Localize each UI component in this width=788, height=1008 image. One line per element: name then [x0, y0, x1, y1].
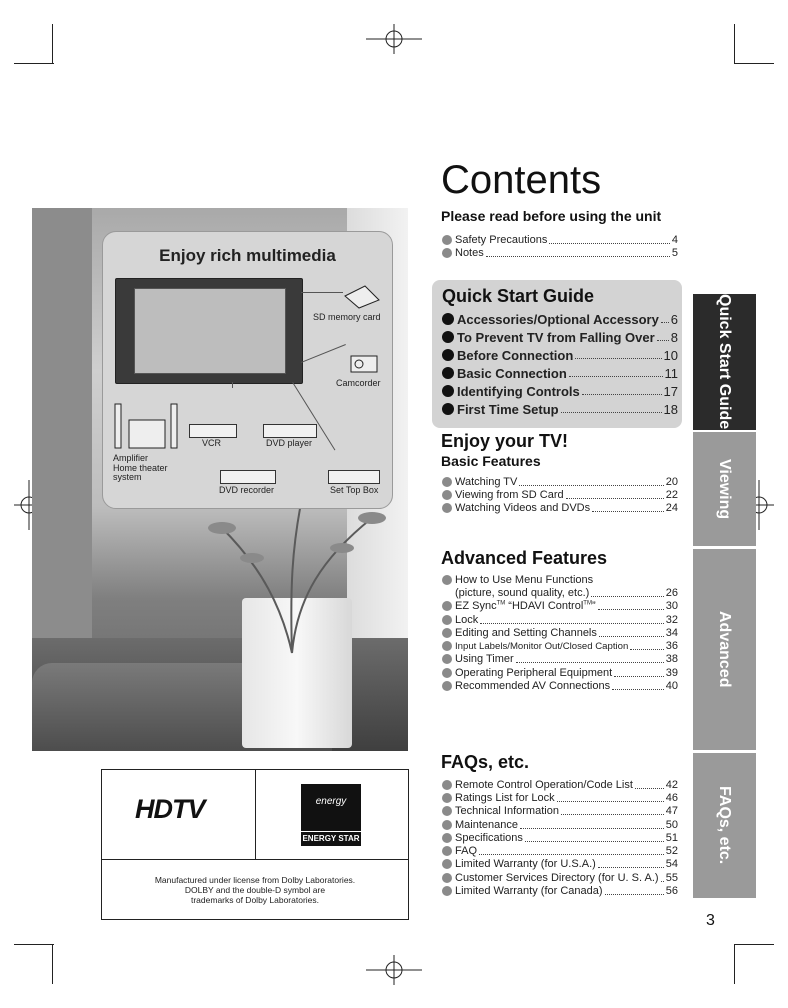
dvd-recorder-label: DVD recorder	[219, 485, 275, 495]
toc-item[interactable]: Lock 32	[442, 613, 678, 626]
please-read-heading: Please read before using the unit	[441, 208, 662, 224]
toc-item[interactable]: Watching Videos and DVDs 24	[442, 502, 678, 515]
advanced-list	[442, 573, 678, 693]
page-number: 3	[706, 912, 715, 929]
toc-item[interactable]: Using Timer 38	[442, 653, 678, 666]
quick-start-heading: Quick Start Guide	[442, 286, 595, 306]
basic-features-heading: Basic Features	[441, 453, 541, 469]
hdtv-logo: HDTV	[135, 794, 205, 824]
toc-item[interactable]: Before Connection 10	[442, 346, 678, 364]
toc-item-continued[interactable]: (picture, sound quality, etc.) 26	[455, 586, 678, 599]
toc-item[interactable]: Identifying Controls 17	[442, 382, 678, 400]
toc-item[interactable]: Basic Connection 11	[442, 364, 678, 382]
toc-item[interactable]: FAQ 52	[442, 844, 678, 857]
toc-item[interactable]: Accessories/Optional Accessory 6	[442, 310, 678, 328]
dvd-player-label: DVD player	[266, 438, 313, 448]
tv-illustration	[115, 278, 303, 384]
toc-item[interactable]: Specifications 51	[442, 831, 678, 844]
toc-item[interactable]: Maintenance 50	[442, 818, 678, 831]
crop-mark	[14, 63, 54, 64]
toc-item[interactable]: Limited Warranty (for U.S.A.) 54	[442, 858, 678, 871]
toc-item[interactable]: Watching TV 20	[442, 475, 678, 488]
multimedia-title: Enjoy rich multimedia	[159, 246, 336, 265]
tab-viewing[interactable]: Viewing	[693, 432, 756, 546]
quick-start-list	[442, 310, 678, 418]
camcorder-label: Camcorder	[336, 378, 381, 388]
quick-start-panel	[432, 280, 682, 428]
logo-box	[101, 769, 409, 920]
set-top-box-icon	[328, 470, 380, 484]
vcr-label: VCR	[202, 438, 222, 448]
enjoy-heading: Enjoy your TV!	[441, 431, 569, 451]
faqs-list	[442, 778, 678, 898]
camcorder-icon	[349, 352, 383, 374]
dvd-player-icon	[263, 424, 317, 438]
crop-mark	[734, 24, 735, 64]
toc-item[interactable]: How to Use Menu Functions	[442, 573, 678, 586]
registration-mark	[366, 955, 422, 985]
crop-mark	[734, 944, 774, 945]
dolby-notice: Manufactured under license from Dolby Laboratories. DOLBY and the double-D symbol are trademarks of Dolby Laboratories.	[154, 875, 356, 905]
faqs-heading: FAQs, etc.	[441, 752, 530, 772]
toc-item[interactable]: Recommended AV Connections 40	[442, 679, 678, 692]
toc-item[interactable]: Technical Information 47	[442, 805, 678, 818]
multimedia-panel	[102, 231, 393, 509]
toc-item[interactable]: Notes 5	[442, 246, 678, 259]
crop-mark	[52, 24, 53, 64]
vcr-icon	[189, 424, 237, 438]
amplifier-label: Amplifier Home theater system	[113, 453, 168, 482]
page-title: Contents	[441, 158, 602, 202]
toc-item[interactable]: Viewing from SD Card 22	[442, 488, 678, 501]
dvd-recorder-icon	[220, 470, 276, 484]
crop-mark	[52, 944, 53, 984]
tab-quick-start-guide[interactable]: Quick Start Guide	[693, 294, 756, 430]
sd-card-label: SD memory card	[313, 312, 381, 322]
energy-star-logo: energy ENERGY STAR	[301, 784, 361, 846]
toc-item[interactable]: Input Labels/Monitor Out/Closed Caption 36	[442, 639, 678, 652]
toc-item[interactable]: Editing and Setting Channels 34	[442, 626, 678, 639]
home-theater-icon	[113, 402, 183, 450]
tab-faqs[interactable]: FAQs, etc.	[693, 753, 756, 898]
crop-mark	[14, 944, 54, 945]
toc-item[interactable]: Remote Control Operation/Code List 42	[442, 778, 678, 791]
toc-item[interactable]: To Prevent TV from Falling Over 8	[442, 328, 678, 346]
basic-features-list	[442, 475, 678, 515]
tab-advanced[interactable]: Advanced	[693, 549, 756, 750]
please-read-list	[442, 233, 678, 260]
toc-item[interactable]: Limited Warranty (for Canada) 56	[442, 884, 678, 897]
toc-item[interactable]: EZ Sync™ “HDAVI Control™” 30	[442, 600, 678, 613]
advanced-heading: Advanced Features	[441, 548, 608, 568]
set-top-box-label: Set Top Box	[330, 485, 379, 495]
toc-item[interactable]: Operating Peripheral Equipment 39	[442, 666, 678, 679]
crop-mark	[734, 944, 735, 984]
toc-item[interactable]: Ratings List for Lock 46	[442, 791, 678, 804]
registration-mark	[366, 24, 422, 54]
plant-illustration	[182, 488, 402, 658]
toc-item[interactable]: First Time Setup 18	[442, 400, 678, 418]
toc-item[interactable]: Safety Precautions 4	[442, 233, 678, 246]
toc-item[interactable]: Customer Services Directory (for U. S. A.) 55	[442, 871, 678, 884]
sd-card-icon	[343, 284, 383, 310]
crop-mark	[734, 63, 774, 64]
